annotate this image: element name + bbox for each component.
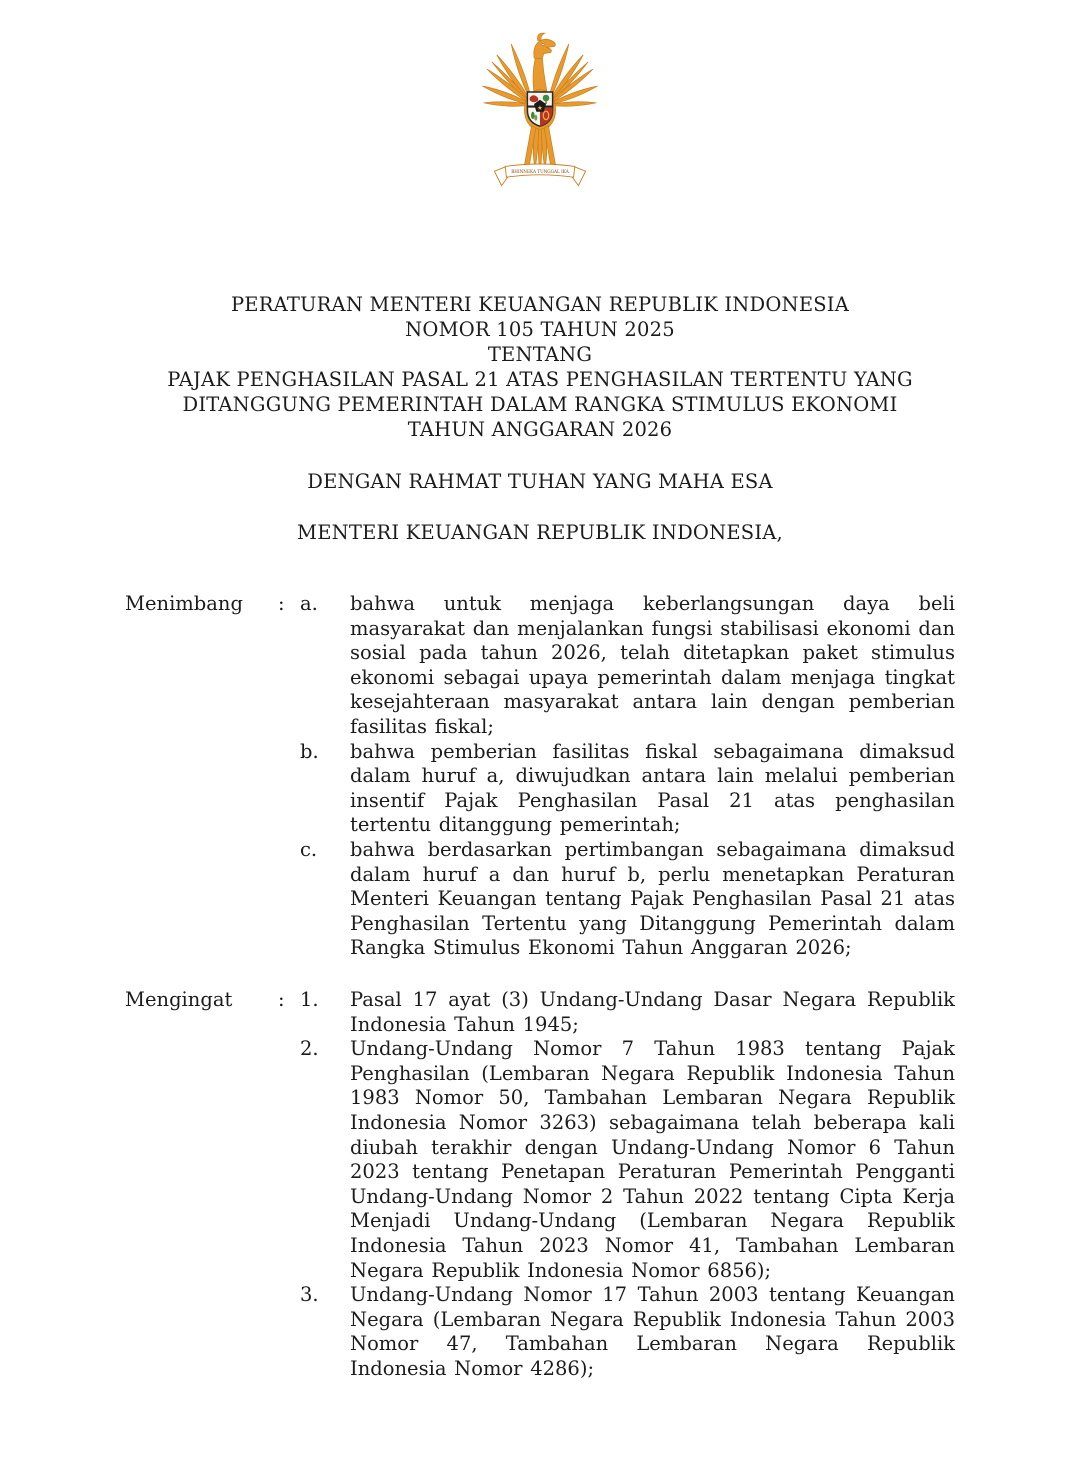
shield-star-icon: ★ — [537, 104, 543, 112]
item-marker: 1. — [300, 988, 319, 1011]
item-text: Pasal 17 ayat (3) Undang-Undang Dasar Negara Republik Indonesia Tahun 1945; — [350, 988, 955, 1036]
title-line-subject-1: PAJAK PENGHASILAN PASAL 21 ATAS PENGHASILAN TERTENTU YANG — [167, 368, 913, 391]
item-marker: c. — [300, 837, 318, 861]
menimbang-section — [125, 592, 955, 961]
title-line-subject-2: DITANGGUNG PEMERINTAH DALAM RANGKA STIMULUS EKONOMI — [182, 393, 898, 416]
menimbang-colon: : — [278, 592, 285, 615]
menimbang-item-a — [300, 592, 955, 740]
mengingat-item-1 — [300, 988, 955, 1037]
menimbang-item-b — [300, 740, 955, 838]
shield-tree-icon — [543, 95, 550, 102]
mengingat-label: Mengingat — [125, 988, 233, 1011]
issuing-authority-line: MENTERI KEUANGAN REPUBLIK INDONESIA, — [297, 521, 783, 544]
mengingat-section — [125, 988, 955, 1382]
title-line-subject-3: TAHUN ANGGARAN 2026 — [407, 418, 673, 441]
menimbang-label: Menimbang — [125, 592, 243, 615]
menimbang-items — [300, 592, 955, 961]
mengingat-colon: : — [278, 988, 285, 1011]
garuda-motto-ribbon — [494, 164, 585, 186]
mengingat-item-3 — [300, 1283, 955, 1381]
item-marker: a. — [300, 592, 318, 615]
item-text: Undang-Undang Nomor 7 Tahun 1983 tentang Pajak Penghasilan (Lembaran Negara Republik Indonesia Tahun 1983 Nomor 50, Tambahan Lembaran Negara Republik Indonesia Nomor 3263) sebagaimana telah beberapa kali diubah terakhir dengan Undang-Undang Nomor 6 Tahun 2023 tentang Penetapan Peraturan Pemerintah Pengganti Undang-Undang Nomor 2 Tahun 2022 tentang Cipta Kerja Menjadi Undang-Undang (Lembaran Negara Republik Indonesia Tahun 2023 Nomor 41, Tambahan Lembaran Negara Republik Indonesia Nomor 6856); — [350, 1037, 955, 1282]
motto-text: BHINNEKA TUNGGAL IKA — [511, 169, 569, 174]
item-text: Undang-Undang Nomor 17 Tahun 2003 tentang Keuangan Negara (Lembaran Negara Republik Indonesia Tahun 2003 Nomor 47, Tambahan Lembaran Negara Republik Indonesia Nomor 4286); — [350, 1283, 955, 1380]
invocation-line: DENGAN RAHMAT TUHAN YANG MAHA ESA — [307, 470, 773, 493]
garuda-pancasila-svg — [480, 26, 600, 194]
document-title — [0, 292, 1080, 442]
garuda-pancasila-icon — [480, 26, 600, 194]
item-text: bahwa untuk menjaga keberlangsungan daya beli masyarakat dan menjalankan fungsi stabilisasi ekonomi dan sosial pada tahun 2026, telah ditetapkan paket stimulus ekonomi sebagai upaya pemerintah dalam menjaga tingkat kesejahteraan masyarakat antara lain dengan pemberian fasilitas fiskal; — [350, 592, 955, 738]
item-text: bahwa pemberian fasilitas fiskal sebagaimana dimaksud dalam huruf a, diwujudkan antara lain melalui pemberian insentif Pajak Penghasilan Pasal 21 atas penghasilan tertentu ditanggung pemerintah; — [350, 739, 955, 837]
title-line-number: NOMOR 105 TAHUN 2025 — [405, 318, 675, 341]
shield-rice-cotton-icon — [531, 112, 535, 119]
item-text: bahwa berdasarkan pertimbangan sebagaimana dimaksud dalam huruf a dan huruf b, perlu menetapkan Peraturan Menteri Keuangan tentang Pajak Penghasilan Pasal 21 atas Penghasilan Tertentu yang Ditanggung Pemerintah dalam Rangka Stimulus Ekonomi Tahun Anggaran 2026; — [350, 837, 955, 960]
item-marker: b. — [300, 739, 319, 763]
item-marker: 2. — [300, 1037, 319, 1061]
title-line-regulation: PERATURAN MENTERI KEUANGAN REPUBLIK INDONESIA — [230, 293, 849, 316]
mengingat-items — [300, 988, 955, 1382]
pancasila-shield — [527, 92, 552, 126]
mengingat-item-2 — [300, 1037, 955, 1283]
garuda-eye — [542, 44, 544, 46]
item-marker: 3. — [300, 1283, 319, 1307]
menimbang-item-c — [300, 838, 955, 961]
title-line-tentang: TENTANG — [487, 343, 593, 366]
